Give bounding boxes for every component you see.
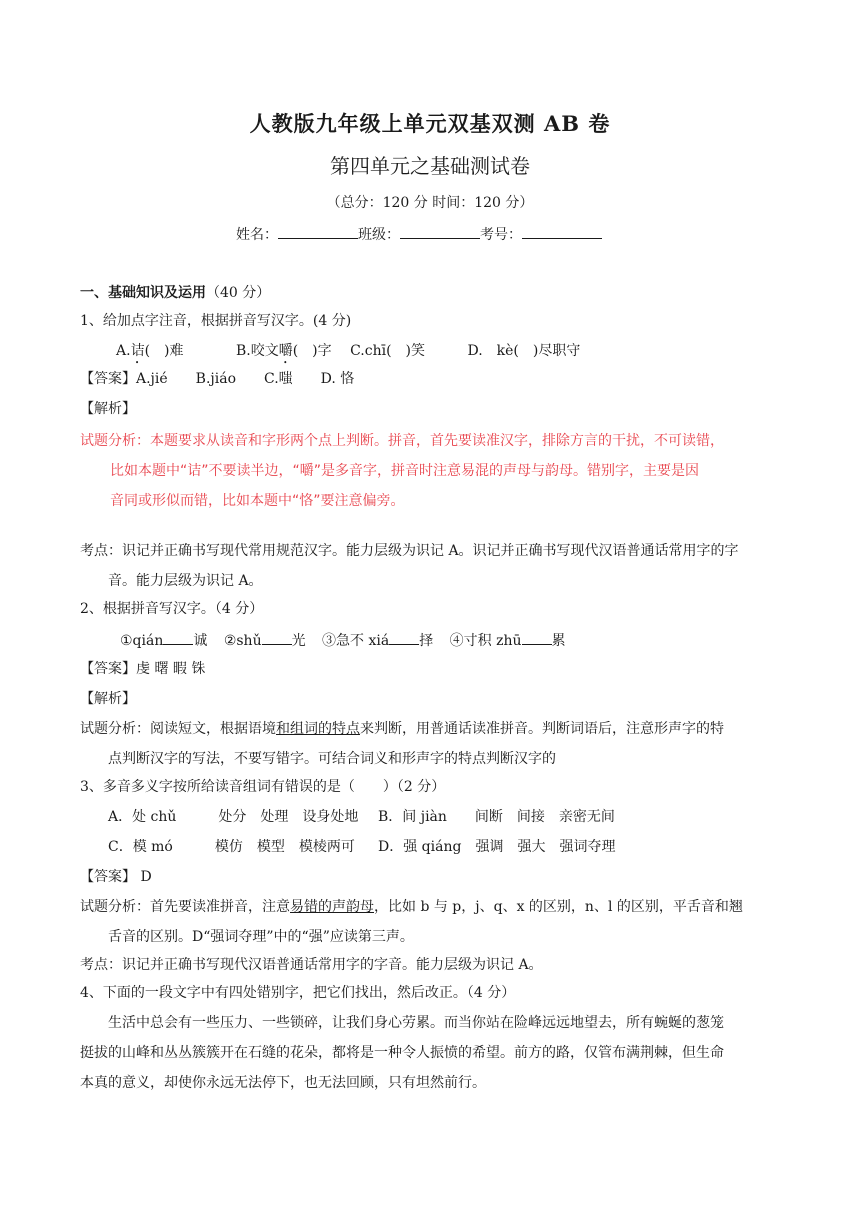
q1-option-d: D. kè( )尽职守 xyxy=(467,343,581,359)
exam-number-blank[interactable] xyxy=(522,224,602,239)
question-3-options-row-1 xyxy=(108,802,615,832)
section-heading: 一、基础知识及运用（40 分） xyxy=(80,285,271,301)
q2-item-2: ②shǔ 光 xyxy=(224,633,306,649)
class-blank[interactable] xyxy=(400,224,480,239)
q2-analysis-label: 【解析】 xyxy=(80,691,136,707)
q1-analysis-label: 【解析】 xyxy=(80,401,136,417)
q3-option-a: A．处 chǔ 处分 处理 设身处地 xyxy=(108,809,359,825)
q3-analysis-line-1: 试题分析：首先要读准拼音，注意易错的声韵母，比如 b 与 p，j、q、x 的区别，n、l 的区别，平舌音和翘 xyxy=(80,899,743,915)
question-2-items xyxy=(120,626,566,656)
q3-option-c: C．模 mó 模仿 模型 模棱两可 xyxy=(108,839,355,855)
document-subtitle: 第四单元之基础测试卷 xyxy=(330,154,530,178)
question-1-stem: 1、给加点字注音，根据拼音写汉字。(4 分) xyxy=(80,313,352,329)
q3-option-b: B．间 jiàn 间断 间接 亲密无间 xyxy=(378,809,615,825)
q2-item-1: ①qián 诚 xyxy=(120,633,207,649)
student-info-row xyxy=(236,224,602,244)
q4-passage-line-2: 挺拔的山峰和丛丛簇簇开在石缝的花朵，都将是一种令人振愤的希望。前方的路，仅管布满荆棘，但生命 xyxy=(80,1045,724,1061)
q1-kaodian-line-2: 音。能力层级为识记 A。 xyxy=(108,573,263,589)
q2-blank-3[interactable] xyxy=(389,630,419,645)
q3-analysis-line-2: 舌音的区别。D“强词夺理”中的“强”应读第三声。 xyxy=(108,929,414,945)
class-label: 班级： xyxy=(358,227,400,243)
q1-analysis-line-3: 音同或形似而错，比如本题中“恪”要注意偏旁。 xyxy=(110,493,405,509)
q1-analysis-line-1: 试题分析：本题要求从读音和字形两个点上判断。拼音，首先要读准汉字，排除方言的干扰，不可读错， xyxy=(80,433,724,449)
q2-blank-4[interactable] xyxy=(522,630,552,645)
q2-analysis-line-2: 点判断汉字的写法，不要写错字。可结合词义和形声字的特点判断汉字的 xyxy=(108,751,556,767)
q2-blank-1[interactable] xyxy=(163,630,193,645)
q1-option-b: B.咬文嚼( )字 xyxy=(235,343,332,359)
question-1 xyxy=(80,306,351,336)
q2-answer: 【答案】虔 曙 暇 铢 xyxy=(80,661,206,677)
question-1-options xyxy=(116,336,580,367)
exam-number-label: 考号： xyxy=(480,227,522,243)
q1-analysis-line-2: 比如本题中“诘”不要读半边，“嚼”是多音字，拼音时注意易混的声母与韵母。错别字，主要是因 xyxy=(110,463,700,479)
document-title: 人教版九年级上单元双基双测 AB 卷 xyxy=(249,111,611,136)
q4-passage-line-1: 生活中总会有一些压力、一些锁碎，让我们身心劳累。而当你站在险峰远远地望去，所有蜿蜒的葱笼 xyxy=(108,1015,724,1031)
question-3-stem: 3、多音多义字按所给读音组词有错误的是（ ）（2 分） xyxy=(80,779,446,795)
q3-answer: 【答案】 D xyxy=(80,869,152,885)
q1-kaodian-line-1: 考点：识记并正确书写现代常用规范汉字。能力层级为识记 A。识记并正确书写现代汉语普通话常用字的字 xyxy=(80,543,739,559)
question-4-stem: 4、下面的一段文字中有四处错别字，把它们找出，然后改正。（4 分） xyxy=(80,985,516,1001)
q2-blank-2[interactable] xyxy=(262,630,292,645)
q2-analysis-line-1: 试题分析：阅读短文，根据语境和组词的特点来判断，用普通话读准拼音。判断词语后，注意形声字的特 xyxy=(80,721,724,737)
score-time-info: （总分：120 分 时间：120 分） xyxy=(326,195,534,211)
q1-option-a: A.诘( )难 xyxy=(116,343,184,359)
name-label: 姓名： xyxy=(236,227,278,243)
q3-option-d: D．强 qiáng 强调 强大 强词夺理 xyxy=(378,839,616,855)
question-3-options-row-2 xyxy=(108,832,615,862)
q3-kaodian: 考点：识记并正确书写现代汉语普通话常用字的字音。能力层级为识记 A。 xyxy=(80,957,543,973)
q1-option-c: C.chī( )笑 xyxy=(350,343,426,359)
q2-item-3: ③急不 xiá 择 xyxy=(322,633,433,649)
name-blank[interactable] xyxy=(278,224,358,239)
q1-answer: 【答案】A.jié B.jiáo C.嗤 D. 恪 xyxy=(80,371,355,387)
question-2-stem: 2、根据拼音写汉字。（4 分） xyxy=(80,601,264,617)
q2-item-4: ④寸积 zhū 累 xyxy=(450,633,566,649)
q4-passage-line-3: 本真的意义，却使你永远无法停下，也无法回顾，只有坦然前行。 xyxy=(80,1075,486,1091)
